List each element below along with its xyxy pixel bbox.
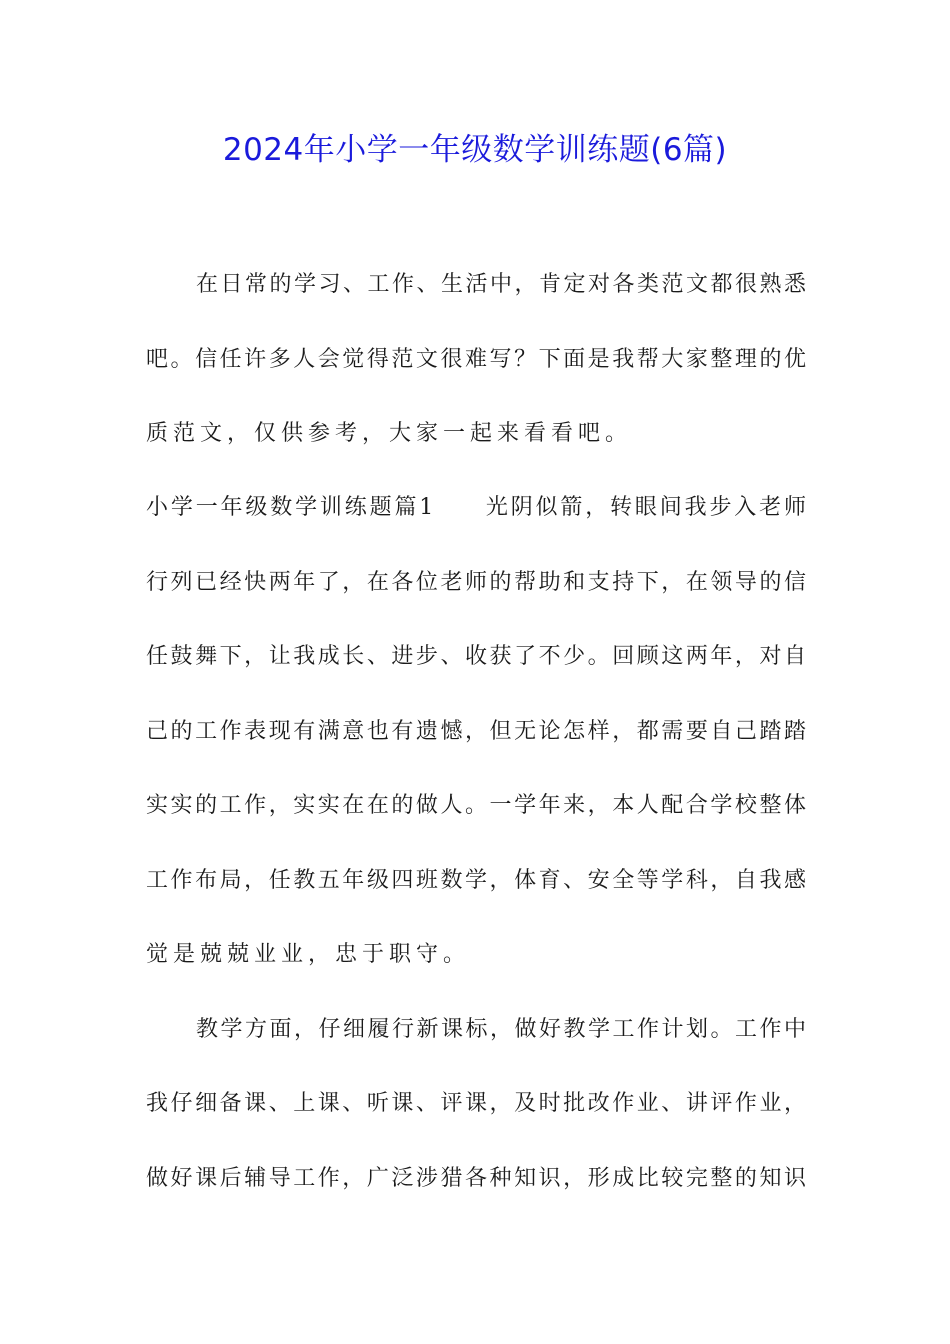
paragraph-line: 吧。信任许多人会觉得范文很难写？下面是我帮大家整理的优 <box>146 347 806 372</box>
paragraph-line: 小学一年级数学训练题篇1 光阴似箭，转眼间我步入老师 <box>146 495 806 520</box>
paragraph-line: 我仔细备课、上课、听课、评课，及时批改作业、讲评作业， <box>146 1091 806 1116</box>
paragraph-line: 实实的工作，实实在在的做人。一学年来，本人配合学校整体 <box>146 793 806 818</box>
paragraph-line: 质范文，仅供参考，大家一起来看看吧。 <box>146 421 633 446</box>
paragraph-line: 工作布局，任教五年级四班数学，体育、安全等学科，自我感 <box>146 868 806 893</box>
paragraph-line: 觉是兢兢业业，忠于职守。 <box>146 942 471 967</box>
paragraph-line: 教学方面，仔细履行新课标，做好教学工作计划。工作中 <box>196 1017 806 1042</box>
paragraph-line: 任鼓舞下，让我成长、进步、收获了不少。回顾这两年，对自 <box>146 644 806 669</box>
paragraph-line: 行列已经快两年了，在各位老师的帮助和支持下，在领导的信 <box>146 570 806 595</box>
document-title: 2024年小学一年级数学训练题(6篇) <box>222 132 728 168</box>
paragraph-line: 在日常的学习、工作、生活中，肯定对各类范文都很熟悉 <box>196 272 806 297</box>
paragraph-line: 己的工作表现有满意也有遗憾，但无论怎样，都需要自己踏踏 <box>146 719 806 744</box>
paragraph-line: 做好课后辅导工作，广泛涉猎各种知识，形成比较完整的知识 <box>146 1166 806 1191</box>
